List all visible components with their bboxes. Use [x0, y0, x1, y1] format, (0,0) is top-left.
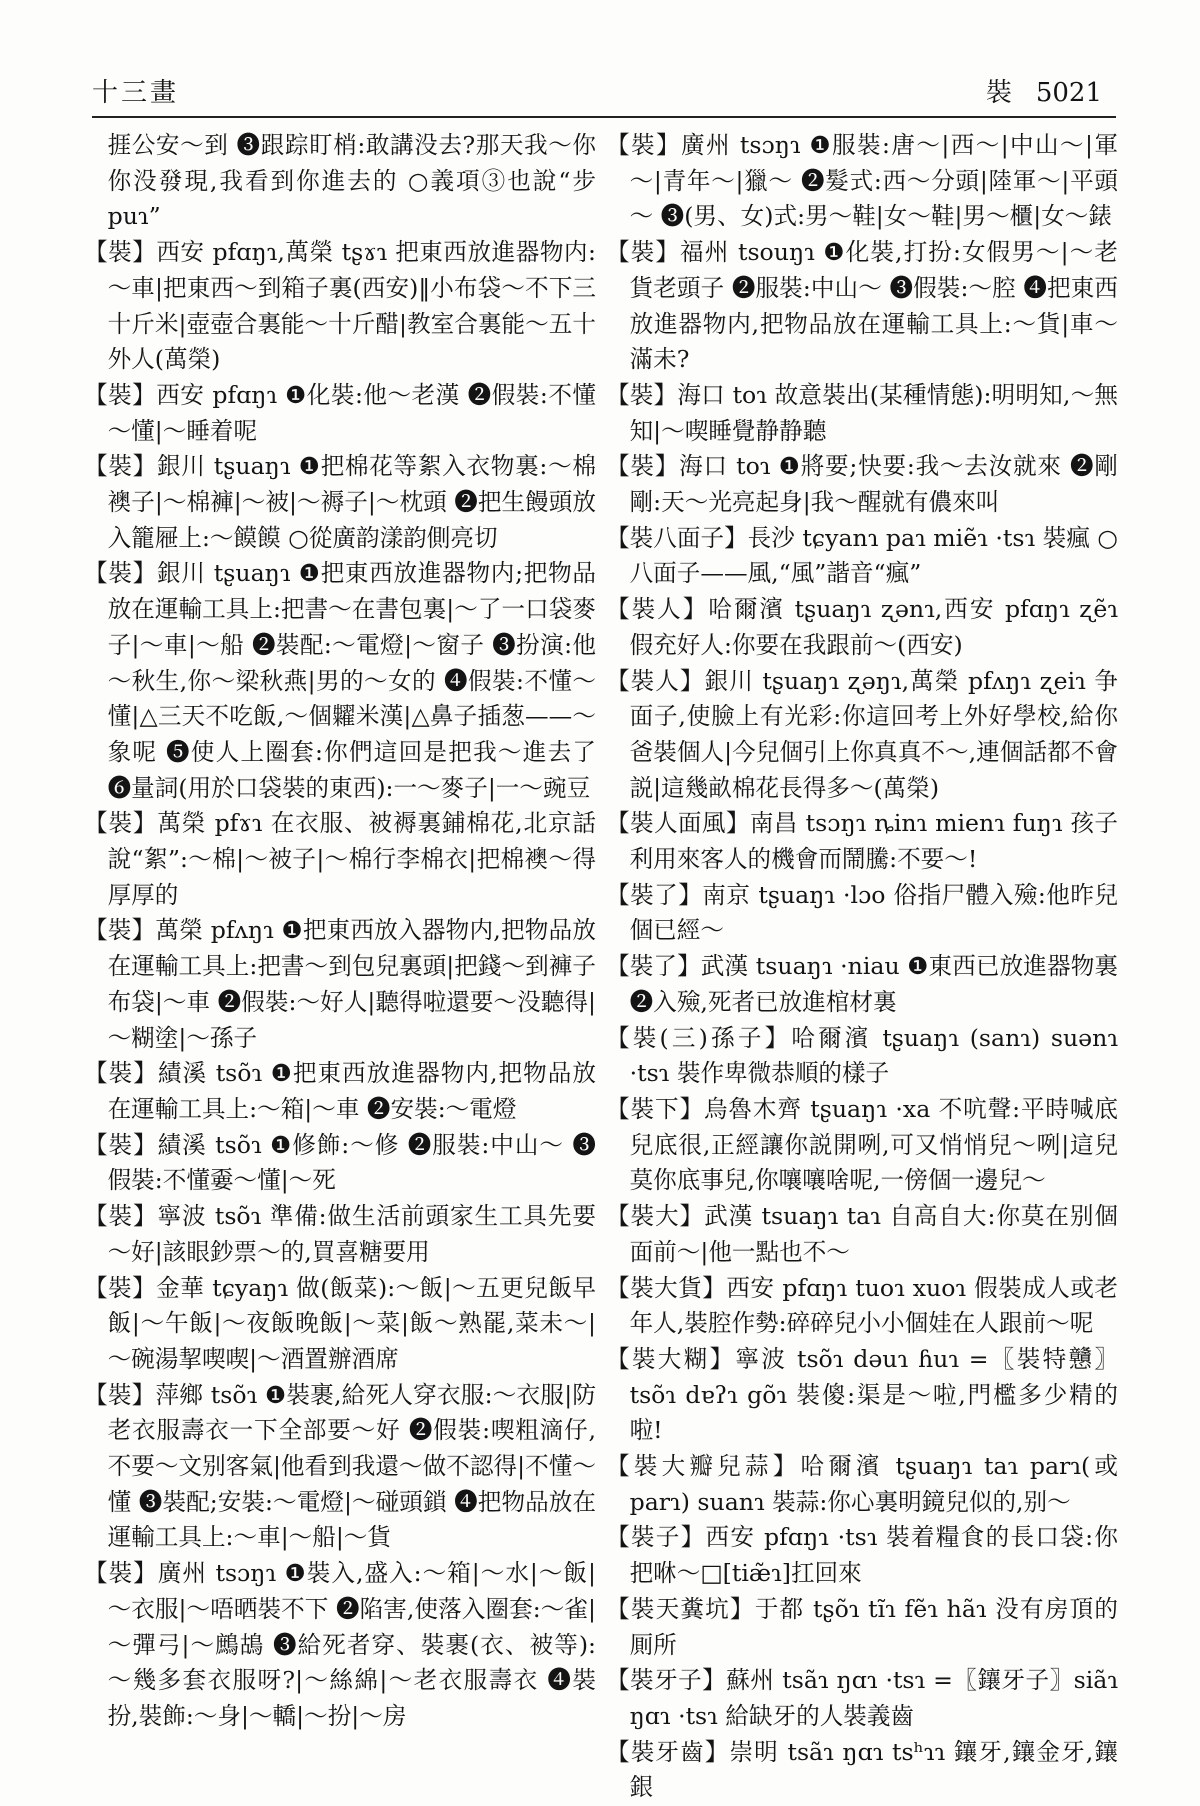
headword-char: 裝: [985, 78, 1012, 108]
dictionary-entry: 【裝】西安 pfɑŋɿ,萬榮 tʂɤɿ 把東西放進器物内:～車|把東西～到箱子裏(西安)‖小布袋～不下三十斤米|壺壺合裏能～十斤醋|教室合裏能～五十外人(萬榮): [84, 238, 596, 374]
dictionary-entry: 【裝】海口 toɿ 故意裝出(某種情態):明明知,～無知|～喫睡覺静静聽: [606, 380, 1118, 445]
dictionary-entry: 【裝了】南京 tʂuaŋɿ ·lɔo 俗指尸體入殮:他昨兒個已經～: [606, 880, 1118, 945]
page-header: [92, 60, 1116, 118]
dictionary-entry: 【裝人面風】南昌 tsɔŋɿ ȵinɿ mienɿ fuŋɿ 孩子利用來客人的機會而鬧騰:不要～!: [606, 809, 1118, 874]
dictionary-entry: 【裝大】武漢 tsuaŋɿ taɿ 自高自大:你莫在别個面前～|他一點也不～: [606, 1202, 1118, 1266]
chapter-title: 十三畫: [92, 78, 180, 108]
dictionary-entry: 【裝人】銀川 tʂuaŋɿ ʐəŋɿ,萬榮 pfʌŋɿ ʐeiɿ 争面子,使臉上有光彩:你這回考上外好學校,給你爸裝個人|今兒個引上你真真不～,連個話都不會説|這幾畝棉花長得多～(萬榮): [606, 666, 1118, 802]
page-heading: [986, 72, 1102, 109]
dictionary-entry: 【裝牙子】蘇州 tsãɿ ŋɑɿ ·tsɿ =〖鑲牙子〗siãɿ ŋɑɿ ·tsɿ 給缺牙的人裝義齒: [606, 1666, 1118, 1730]
left-column: [84, 128, 596, 1735]
dictionary-entry: 【裝】績溪 tsõɿ ❶把東西放進器物内,把物品放在運輸工具上:～箱|～車 ❷安裝:～電燈: [84, 1059, 596, 1123]
right-column: [606, 128, 1118, 1806]
dictionary-entry: 【裝】廣州 tsɔŋɿ ❶服裝:唐～|西～|中山～|軍～|青年～|獵～ ❷髮式:西～分頭|陸軍～|平頭～ ❸(男、女)式:男～鞋|女～鞋|男～櫃|女～錶: [606, 131, 1118, 231]
dictionary-entry: 【裝(三)孫子】哈爾濱 tʂuaŋɿ (sanɿ) suənɿ ·tsɿ 裝作卑微恭順的樣子: [606, 1023, 1118, 1088]
dictionary-entry: 【裝了】武漢 tsuaŋɿ ·niau ❶東西已放進器物裏 ❷入殮,死者已放進棺材裏: [606, 952, 1118, 1016]
dictionary-entry: 【裝】銀川 tʂuaŋɿ ❶把東西放進器物内;把物品放在運輸工具上:把書～在書包裏|～了一口袋麥子|～車|～船 ❷裝配:～電燈|～窗子 ❸扮演:他～秋生,你～梁秋燕|男的～女的 ❹假裝:不懂～懂|△三天不吃飯,～個糶米漢|△鼻子插葱——～象呢 ❺使人上圈套:你們這回是把我～進去了 ❻量詞(用於口袋裝的東西):一～麥子|一～豌豆: [84, 559, 596, 802]
dictionary-entry: 【裝子】西安 pfɑŋɿ ·tsɿ 裝着糧食的長口袋:你把咻～□[tiæ̃ɿ]扛回來: [606, 1523, 1118, 1588]
dictionary-entry: 【裝】萬榮 pfʌŋɿ ❶把東西放入器物内,把物品放在運輸工具上:把書～到包兒裏頭|把錢～到褲子布袋|～車 ❷假裝:～好人|聽得啦還要～没聽得|～糊塗|～孫子: [84, 916, 596, 1052]
dictionary-entry: 【裝牙齒】崇明 tsãɿ ŋɑɿ tsʰɿɿ 鑲牙,鑲金牙,鑲銀: [606, 1737, 1118, 1802]
dictionary-entry: 【裝】西安 pfɑŋɿ ❶化裝:他～老漢 ❷假裝:不懂～懂|～睡着呢: [84, 380, 596, 445]
dictionary-entry: 【裝】福州 tsouŋɿ ❶化裝,打扮:女假男～|～老貨老頭子 ❷服裝:中山～ ❸假裝:～腔 ❹把東西放進器物内,把物品放在運輸工具上:～貨|車～滿未?: [606, 238, 1118, 374]
dictionary-entry: 【裝】金華 tɕyaŋɿ 做(飯菜):～飯|～五更兒飯早飯|～午飯|～夜飯晚飯|～菜|飯～熟罷,菜未～|～碗湯挈喫喫|～酒置辦酒席: [84, 1273, 596, 1373]
dictionary-entry: 捱公安～到 ❸跟踪盯梢:敢講没去?那天我～你你没發現,我看到你進去的 ○義項③也說“步puɿ”: [107, 131, 596, 231]
dictionary-entry: 【裝大瓣兒蒜】哈爾濱 tʂuaŋɿ taɿ parɿ(或parɿ) suanɿ 裝蒜:你心裏明鏡兒似的,别～: [606, 1452, 1118, 1516]
dictionary-entry: 【裝】績溪 tsõɿ ❶修飾:～修 ❷服裝:中山～ ❸假裝:不懂嫑～懂|～死: [84, 1130, 596, 1195]
dictionary-entry: 【裝】海口 toɿ ❶將要;快要:我～去汝就來 ❷剛剛:天～光亮起身|我～醒就有儂來叫: [606, 452, 1118, 517]
dictionary-entry: 【裝】萬榮 pfɤɿ 在衣服、被褥裏鋪棉花,北京話說“絮”:～棉|～被子|～棉行李棉衣|把棉襖～得厚厚的: [84, 809, 596, 909]
dictionary-entry: 【裝】寧波 tsõɿ 準備:做生活前頭家生工具先要～好|該眼鈔票～的,買喜糖要用: [84, 1202, 596, 1266]
dictionary-entry: 【裝八面子】長沙 tɕyanɿ paɿ miẽɿ ·tsɿ 裝瘋 ○八面子——風,“風”諧音“瘋”: [606, 523, 1118, 588]
dictionary-entry: 【裝大糊】寧波 tsõɿ dəuɿ ɦuɿ =〖裝特戇〗tsõɿ dɐʔɿ gõɿ 裝傻:渠是～啦,門檻多少精的啦!: [606, 1344, 1118, 1445]
dictionary-entry: 【裝下】烏魯木齊 tʂuaŋɿ ·xa 不吭聲:平時喊底兒底很,正經讓你説開咧,可又悄悄兒～咧|這兒莫你底事兒,你嚷嚷啥呢,一傍個一邊兒～: [606, 1094, 1118, 1195]
page-number: 5021: [1035, 78, 1102, 108]
dictionary-entry: 【裝人】哈爾濱 tʂuaŋɿ ʐənɿ,西安 pfɑŋɿ ʐẽɿ 假充好人:你要在我跟前～(西安): [606, 595, 1118, 659]
dictionary-entry: 【裝天糞坑】于都 tʂõɿ tĩɿ fẽɿ hãɿ 没有房頂的厠所: [606, 1594, 1118, 1659]
dictionary-entry: 【裝】廣州 tsɔŋɿ ❶裝入,盛入:～箱|～水|～飯|～衣服|～唔晒裝不下 ❷陷害,使落入圈套:～雀|～彈弓|～鷓鴣 ❸給死者穿、裝裹(衣、被等):～幾多套衣服呀?|～絲綿|～老衣服壽衣 ❹裝扮,裝飾:～身|～轎|～扮|～房: [84, 1559, 596, 1730]
dictionary-entry: 【裝】銀川 tʂuaŋɿ ❶把棉花等絮入衣物裏:～棉襖子|～棉褲|～被|～褥子|～枕頭 ❷把生饅頭放入籠屜上:～饃饃 ○從廣韵漾韵側亮切: [84, 452, 596, 552]
dictionary-entry: 【裝】萍鄉 tsõɿ ❶裝裹,給死人穿衣服:～衣服|防老衣服壽衣一下全部要～好 ❷假裝:喫粗滴仔,不要～文别客氣|他看到我還～做不認得|不懂～懂 ❸裝配;安裝:～電燈|～碰頭鎖 ❹把物品放在運輸工具上:～車|～船|～貨: [84, 1380, 596, 1552]
dictionary-entry: 【裝大貨】西安 pfɑŋɿ tuoɿ xuoɿ 假裝成人或老年人,裝腔作勢:碎碎兒小小個娃在人跟前～呢: [606, 1273, 1118, 1338]
